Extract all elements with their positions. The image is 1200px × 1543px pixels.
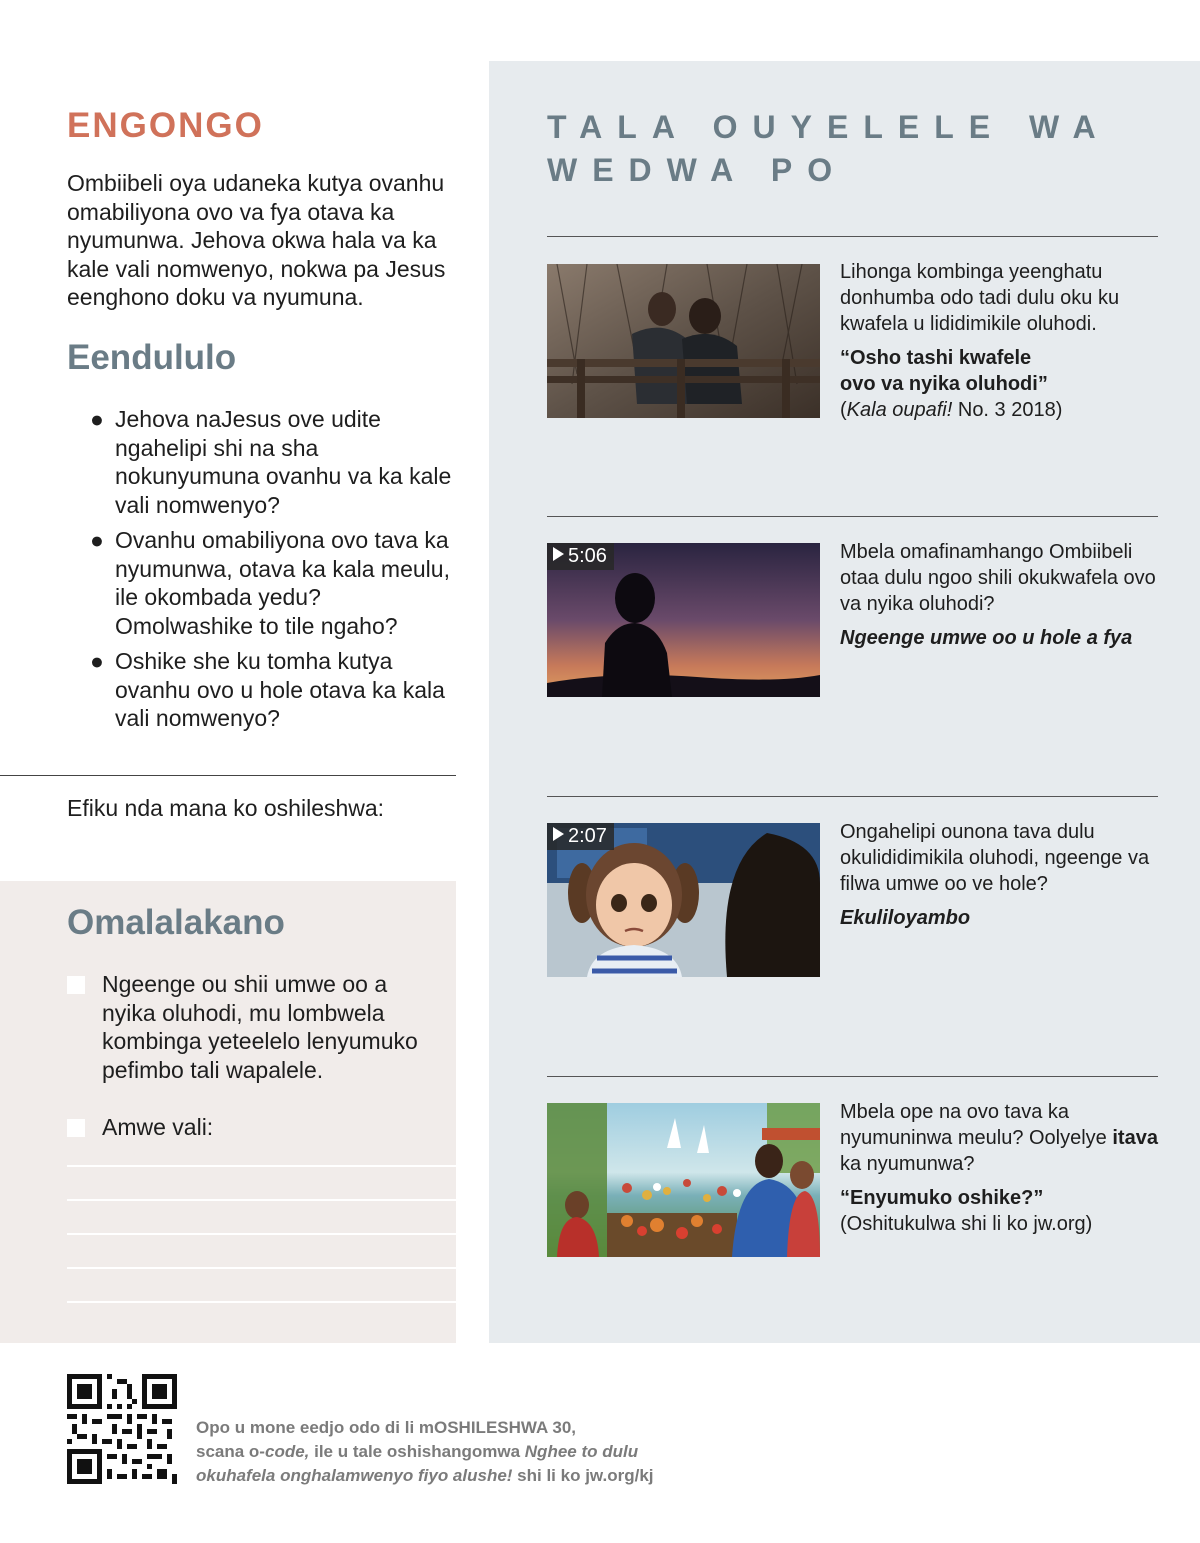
goals-heading: Omalalakano: [67, 903, 285, 942]
video-duration-badge: 2:07: [547, 823, 614, 850]
item-divider: [547, 796, 1158, 797]
item-description: Mbela ope na ovo tava ka nyumuninwa meulu? Oolyelye itava ka nyumunwa?: [840, 1101, 1158, 1175]
item-description: Lihonga kombinga yeenghatu donhumba odo tadi dulu oku ku kwafela u lididimikile oluhodi.: [840, 261, 1120, 335]
item-divider: [547, 236, 1158, 237]
qr-code-icon[interactable]: [67, 1374, 177, 1484]
item-title[interactable]: Ekuliloyambo: [840, 907, 971, 929]
summary-text: Ombiibeli oya udaneka kutya ovanhu omabiliyona ovo va fya otava ka nyumunwa. Jehova okwa hala va ka kale vali nomwenyo, nokwa pa Jesus eenghono doku va nyumuna.: [67, 170, 446, 310]
review-question: ● Ovanhu omabiliyona ovo tava ka nyumunwa, otava ka kala meulu, ile okombada yedu? Omolwashike to tile ngaho?: [90, 527, 450, 639]
explore-item-text: [840, 539, 1160, 651]
goals-box: [0, 881, 456, 1343]
item-divider: [547, 1076, 1158, 1077]
couple-on-bridge-photo[interactable]: [547, 264, 820, 418]
video-duration-badge: 5:06: [547, 543, 614, 570]
review-question-list: [90, 405, 460, 740]
item-title[interactable]: “Enyumuko oshike?”: [840, 1187, 1044, 1209]
play-icon: [553, 547, 564, 561]
goal-text: Ngeenge ou shii umwe oo a nyika oluhodi, mu lombwela kombinga yeteelelo lenyumuko pefimbo tali wapalele.: [102, 971, 418, 1083]
goal-item: [67, 970, 437, 1084]
write-in-line[interactable]: [67, 1165, 456, 1167]
explore-item-text: [840, 1099, 1160, 1237]
item-source: (Oshitukulwa shi li ko jw.org): [840, 1213, 1093, 1235]
summary-heading: ENGONGO: [67, 106, 264, 145]
write-in-line[interactable]: [67, 1301, 456, 1303]
item-title[interactable]: Ngeenge umwe oo u hole a fya: [840, 627, 1133, 649]
write-in-line[interactable]: [67, 1199, 456, 1201]
goal-text: Amwe vali:: [102, 1114, 214, 1140]
bullet-icon: ●: [90, 406, 104, 432]
review-question: ● Jehova naJesus ove udite ngahelipi shi na sha nokunyumuna ovanhu va ka kale vali nomwenyo?: [90, 406, 452, 518]
explore-item-text: [840, 819, 1160, 931]
section-divider: [0, 775, 456, 776]
play-icon: [553, 827, 564, 841]
completion-date-label: Efiku nda mana ko oshileshwa:: [67, 795, 385, 821]
silhouette-sunset-video[interactable]: [547, 543, 820, 697]
goal-checkbox[interactable]: [67, 1119, 85, 1137]
write-in-line[interactable]: [67, 1267, 456, 1269]
goal-item-other: [67, 1113, 437, 1142]
review-question: ● Oshike she ku tomha kutya ovanhu ovo u hole otava ka kala vali nomwenyo?: [90, 648, 445, 731]
animated-girl-video[interactable]: [547, 823, 820, 977]
item-source: (Kala oupafi! No. 3 2018): [840, 399, 1063, 421]
explore-heading: TALA OUYELELE WA WEDWA PO: [547, 109, 1110, 188]
explore-item-text: [840, 259, 1160, 423]
item-description: Mbela omafinamhango Ombiibeli otaa dulu ngoo shili okukwafela ovo va nyika oluhodi?: [840, 541, 1156, 615]
item-title[interactable]: “Osho tashi kwafele ovo va nyika oluhodi”: [840, 347, 1048, 395]
paradise-gathering-painting[interactable]: [547, 1103, 820, 1257]
write-in-line[interactable]: [67, 1233, 456, 1235]
review-heading: Eendululo: [67, 338, 237, 377]
bullet-icon: ●: [90, 648, 104, 674]
goal-checkbox[interactable]: [67, 976, 85, 994]
bullet-icon: ●: [90, 527, 104, 553]
item-description: Ongahelipi ounona tava dulu okulididimikila oluhodi, ngeenge va filwa umwe oo ve hole?: [840, 821, 1150, 895]
footer-note: Opo u mone eedjo odo di li mOSHILESHWA 30, scana o-code, ile u tale oshishangomwa Nghee to dulu okuhafela onghalamwenyo fiyo alushe! shi li ko jw.org/kj: [196, 1418, 654, 1485]
item-divider: [547, 516, 1158, 517]
